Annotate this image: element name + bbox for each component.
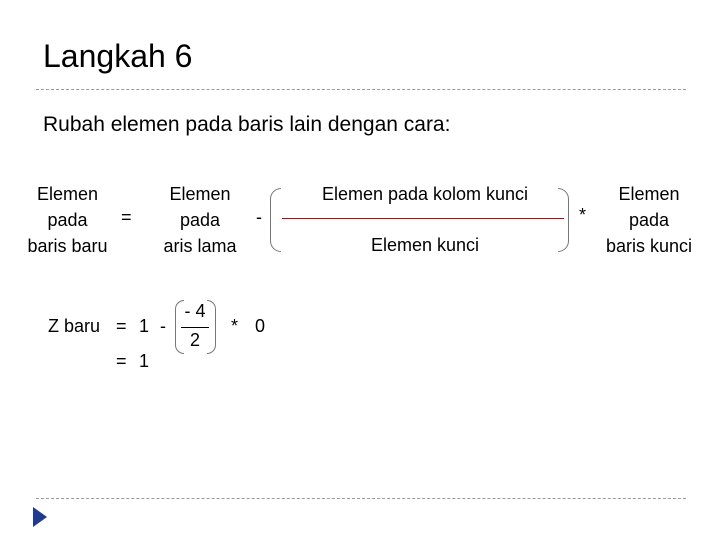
slide-subtitle: Rubah elemen pada baris lain dengan cara: — [43, 113, 451, 136]
fraction-numerator: Elemen pada kolom kunci — [321, 184, 529, 204]
term-baris-kunci — [594, 181, 704, 259]
calc-equals: = — [116, 316, 127, 336]
term-baris-kunci-line1: Elemen — [618, 184, 680, 204]
calc-one: 1 — [139, 316, 150, 336]
next-arrow-icon[interactable] — [33, 507, 47, 527]
term-baris-lama-line1: Elemen — [169, 184, 231, 204]
fraction-denominator: Elemen kunci — [370, 235, 480, 255]
bottom-divider — [36, 498, 686, 499]
calc-result-equals: = — [116, 351, 127, 371]
slide-title: Langkah 6 — [43, 38, 193, 74]
term-baris-kunci-line3: baris kunci — [605, 236, 693, 256]
right-bracket — [558, 188, 569, 252]
term-baris-lama-line3: aris lama — [163, 236, 237, 256]
term-baris-baru-line2: pada — [47, 210, 88, 230]
calc-zero: 0 — [255, 316, 266, 336]
calc-minus: - — [160, 316, 166, 336]
minus-sign: - — [256, 207, 262, 227]
calc-times: * — [231, 316, 239, 336]
calc-result: 1 — [139, 351, 150, 371]
term-baris-baru — [10, 181, 125, 259]
fraction-line — [282, 218, 564, 219]
calc-denominator: 2 — [189, 330, 200, 350]
term-baris-lama-line2: pada — [179, 210, 221, 230]
term-baris-lama — [145, 181, 255, 259]
term-baris-baru-line1: Elemen — [36, 184, 99, 204]
term-baris-kunci-line2: pada — [628, 210, 670, 230]
equals-sign: = — [121, 207, 132, 227]
calc-fraction-line — [181, 327, 209, 328]
left-bracket — [270, 188, 281, 252]
top-divider — [36, 89, 686, 90]
calc-label: Z baru — [48, 316, 101, 336]
calc-numerator: - 4 — [184, 301, 206, 321]
calc-right-bracket — [207, 300, 216, 354]
times-sign: * — [579, 205, 587, 225]
term-baris-baru-line3: baris baru — [27, 236, 108, 256]
